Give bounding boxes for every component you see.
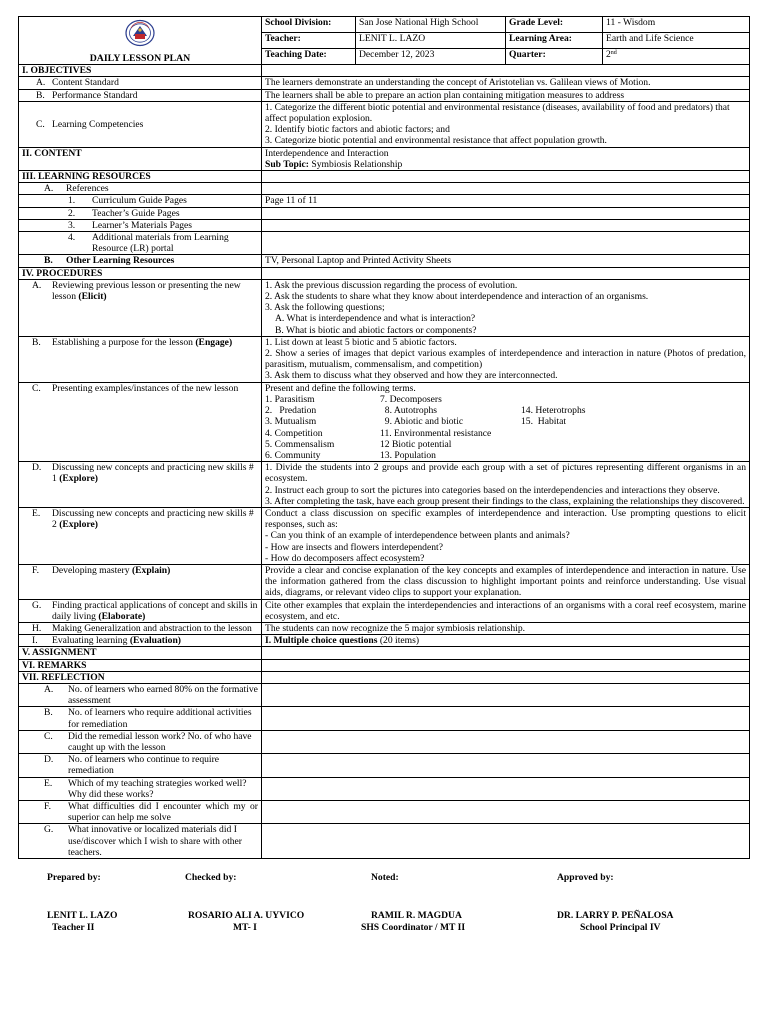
performance-standard-key: B. bbox=[36, 89, 45, 101]
procedures-heading-blank bbox=[262, 267, 750, 279]
objectives-heading-blank bbox=[262, 65, 750, 77]
procedure-line: Provide a clear and concise explanation of the key concepts and examples of interdependence and interaction in nature. Use the information gathered from the class discussion to highlight important points and reinforce understanding. Use visual aids, diagrams, or relevant video clips to support your explanation. bbox=[265, 564, 746, 599]
procedure-line: Conduct a class discussion on specific examples of interdependence and interaction. Use prompting questions to elicit responses, such as: bbox=[265, 507, 746, 531]
competencies-label bbox=[19, 101, 262, 147]
signatory-label: Prepared by: bbox=[47, 872, 101, 883]
procedure-d-value bbox=[262, 462, 750, 508]
reflection-text: No. of learners who earned 80% on the formative assessment bbox=[68, 683, 258, 707]
procedures-heading: IV. PROCEDURES bbox=[19, 267, 262, 279]
procedure-line: - Can you think of an example of interdependence between plants and animals? bbox=[265, 530, 570, 542]
term-item: 9. Abiotic and biotic bbox=[380, 416, 464, 428]
reflection-text: No. of learners who require additional activities for remediation bbox=[68, 707, 252, 730]
term-item: 12 Biotic potential bbox=[380, 438, 452, 450]
performance-standard-value: The learners shall be able to prepare an action plan containing mitigation measures to address bbox=[262, 89, 750, 101]
signatory-label: Checked by: bbox=[185, 872, 237, 883]
resource-item-value bbox=[262, 207, 750, 219]
term-item: 3. Mutualism bbox=[265, 416, 317, 428]
competency-line: 3. Categorize biotic potential and environmental resistance that affect population growth. bbox=[265, 135, 607, 147]
resource-item-text: Additional materials from Learning Resource (LR) portal bbox=[92, 232, 229, 255]
procedure-line: The students can now recognize the 5 major symbiosis relationship. bbox=[265, 622, 526, 634]
procedure-line: 1. Ask the previous discussion regarding the process of evolution. bbox=[265, 279, 518, 291]
procedure-key: E. bbox=[32, 507, 41, 519]
procedure-text: Presenting examples/instances of the new lesson bbox=[52, 382, 239, 394]
objectives-heading: I. OBJECTIVES bbox=[19, 65, 262, 77]
term-item: 14. Heterotrophs bbox=[521, 405, 586, 417]
reflection-value bbox=[262, 707, 750, 730]
resource-item-text: Teacher’s Guide Pages bbox=[92, 207, 180, 219]
reflection-value bbox=[262, 754, 750, 777]
content-heading: II. CONTENT bbox=[19, 147, 262, 170]
signatory-position: School Principal IV bbox=[580, 922, 661, 933]
remarks-value bbox=[262, 659, 750, 671]
procedure-tag: (Explore) bbox=[59, 519, 98, 531]
competencies-text: Learning Competencies bbox=[52, 118, 144, 130]
procedure-key: G. bbox=[32, 599, 42, 611]
lesson-plan-page bbox=[18, 16, 749, 859]
content-standard-key: A. bbox=[36, 77, 46, 89]
teacher-value: LENIT L. LAZO bbox=[356, 33, 506, 49]
teacher-label: Teacher: bbox=[262, 33, 356, 49]
procedure-f-label bbox=[19, 564, 262, 599]
reflection-item bbox=[19, 801, 262, 824]
reflection-text: No. of learners who continue to require remediation bbox=[68, 754, 220, 777]
terms-intro: Present and define the following terms. bbox=[265, 382, 416, 394]
procedure-tag: (Evaluation) bbox=[129, 635, 181, 647]
reflection-key: B. bbox=[44, 707, 53, 719]
signatory-position: SHS Coordinator / MT II bbox=[361, 922, 466, 933]
reflection-key: A. bbox=[44, 683, 54, 695]
quarter-label: Quarter: bbox=[506, 49, 603, 65]
procedure-line: 1. List down at least 5 biotic and 5 abiotic factors. bbox=[265, 336, 457, 348]
procedure-text: Discussing new concepts and practicing new skills # 1 bbox=[52, 462, 254, 485]
procedure-text: Reviewing previous lesson or presenting the new lesson bbox=[52, 279, 241, 303]
reflection-key: F. bbox=[44, 801, 51, 812]
procedure-a-value bbox=[262, 279, 750, 336]
procedure-text: Developing mastery bbox=[52, 564, 130, 576]
signatory-name: ROSARIO ALI A. UYVICO bbox=[188, 910, 305, 921]
procedure-line: 2. Instruct each group to sort the pictures into categories based on the interdependencies and interactions they observe. bbox=[265, 484, 720, 496]
procedure-e-value bbox=[262, 507, 750, 564]
term-item: 4. Competition bbox=[265, 427, 323, 439]
reflection-text: Did the remedial lesson work? No. of who have caught up with the lesson bbox=[68, 730, 252, 753]
signatory-position: Teacher II bbox=[52, 922, 95, 933]
reflection-value bbox=[262, 801, 750, 824]
reflection-text: Which of my teaching strategies worked well? Why did these works? bbox=[68, 777, 247, 800]
signatory-label: Noted: bbox=[371, 872, 399, 883]
grade-level-label: Grade Level: bbox=[506, 17, 603, 33]
procedure-line: 3. Ask them to discuss what they observed and how they are interconnected. bbox=[265, 370, 558, 382]
procedure-tag: (Explain) bbox=[131, 564, 171, 576]
procedure-key: I. bbox=[32, 635, 38, 647]
resource-item-key: 3. bbox=[68, 219, 76, 231]
terms-grid bbox=[265, 394, 746, 461]
term-item: 8. Autotrophs bbox=[380, 405, 438, 417]
resource-item-label bbox=[19, 207, 262, 219]
procedure-line: B. What is biotic and abiotic factors or components? bbox=[275, 324, 477, 336]
term-item: 6. Community bbox=[265, 449, 321, 461]
procedure-h-label bbox=[19, 622, 262, 634]
procedure-tag: (Engage) bbox=[195, 336, 233, 348]
reflection-key: C. bbox=[44, 730, 53, 742]
signatory-name: DR. LARRY P. PEÑALOSA bbox=[557, 910, 674, 921]
other-resources-text: Other Learning Resources bbox=[66, 255, 175, 267]
reflection-item bbox=[19, 683, 262, 706]
term-item: 2. Predation bbox=[265, 405, 317, 417]
content-value bbox=[262, 147, 750, 170]
procedure-g-label bbox=[19, 599, 262, 622]
reflection-item bbox=[19, 754, 262, 777]
resource-item-value: Page 11 of 11 bbox=[262, 195, 750, 207]
reflection-item bbox=[19, 730, 262, 753]
performance-standard-text: Performance Standard bbox=[52, 89, 138, 101]
references-text: References bbox=[66, 183, 109, 195]
reflection-key: D. bbox=[44, 754, 54, 766]
term-item: 15. Habitat bbox=[521, 416, 567, 428]
procedure-key: C. bbox=[32, 382, 41, 394]
reflection-value bbox=[262, 683, 750, 706]
resource-item-text: Curriculum Guide Pages bbox=[92, 195, 187, 207]
remarks-heading: VI. REMARKS bbox=[19, 659, 262, 671]
quarter-suffix: nd bbox=[610, 50, 617, 57]
subtopic-label: Sub Topic: bbox=[265, 158, 310, 170]
procedure-i-label bbox=[19, 635, 262, 647]
procedure-d-label bbox=[19, 462, 262, 508]
signatory-name: LENIT L. LAZO bbox=[47, 910, 118, 921]
procedure-c-value bbox=[262, 382, 750, 461]
subtopic-value: Symbiosis Relationship bbox=[311, 158, 403, 170]
resource-item-key: 4. bbox=[68, 232, 76, 244]
competency-line: 2. Identify biotic factors and abiotic factors; and bbox=[265, 124, 450, 136]
grade-level-value: 11 - Wisdom bbox=[603, 17, 750, 33]
term-item bbox=[521, 394, 641, 405]
reflection-item bbox=[19, 824, 262, 859]
performance-standard-label bbox=[19, 89, 262, 101]
procedure-i-value bbox=[262, 635, 750, 647]
reflection-value bbox=[262, 824, 750, 859]
references-label bbox=[19, 183, 262, 195]
procedure-line: 2. Show a series of images that depict various examples of interdependence and interaction in nature (Photos of predation, parasitism, mutualism, commensalism, and competition) bbox=[265, 348, 746, 371]
competency-line: 1. Categorize the different biotic potential and environmental resistance (diseases, availability of food and predators) that affect population explosion. bbox=[265, 101, 730, 125]
reflection-text: What innovative or localized materials did I use/discover which I wish to share with other teachers. bbox=[68, 824, 242, 858]
teaching-date-value: December 12, 2023 bbox=[356, 49, 506, 65]
learning-area-value: Earth and Life Science bbox=[603, 33, 750, 49]
procedure-b-value bbox=[262, 336, 750, 382]
procedure-key: F. bbox=[32, 564, 39, 576]
header-logo-cell bbox=[19, 17, 262, 65]
term-item: 1. Parasitism bbox=[265, 393, 315, 405]
procedure-line: 3. Ask the following questions; bbox=[265, 302, 385, 314]
references-value bbox=[262, 183, 750, 195]
resource-item-label bbox=[19, 219, 262, 231]
references-key: A. bbox=[44, 183, 54, 195]
school-division-value: San Jose National High School bbox=[356, 17, 506, 33]
term-item: 7. Decomposers bbox=[380, 393, 442, 405]
reflection-text: What difficulties did I encounter which my or superior can help me solve bbox=[68, 801, 258, 824]
resources-heading: III. LEARNING RESOURCES bbox=[19, 171, 262, 183]
procedure-text: Evaluating learning bbox=[52, 635, 128, 647]
term-item: 11. Environmental resistance bbox=[380, 427, 492, 439]
content-subtopic bbox=[265, 159, 746, 170]
signatory-position: MT- I bbox=[233, 922, 257, 933]
reflection-heading-blank bbox=[262, 671, 750, 683]
procedure-line: 1. Divide the students into 2 groups and provide each group with a set of pictures representing different organisms in an ecosystem. bbox=[265, 462, 746, 485]
resource-item-value bbox=[262, 232, 750, 255]
reflection-value bbox=[262, 777, 750, 800]
evaluation-title: I. Multiple choice questions bbox=[265, 635, 378, 647]
procedure-line: 3. After completing the task, have each group present their findings to the class, explaining the relationships they discovered. bbox=[265, 495, 745, 507]
reflection-item bbox=[19, 777, 262, 800]
resource-item-value bbox=[262, 219, 750, 231]
procedure-line: - How do decomposers affect ecosystem? bbox=[265, 552, 425, 564]
procedure-line: - How are insects and flowers interdependent? bbox=[265, 541, 443, 553]
competencies-key: C. bbox=[36, 118, 45, 130]
evaluation-count: (20 items) bbox=[377, 635, 420, 647]
procedure-tag: (Elaborate) bbox=[98, 610, 146, 622]
content-standard-value: The learners demonstrate an understanding the concept of Aristotelian vs. Galilean views of Motion. bbox=[262, 77, 750, 89]
procedure-b-label bbox=[19, 336, 262, 382]
other-resources-label bbox=[19, 255, 262, 267]
reflection-heading: VII. REFLECTION bbox=[19, 671, 262, 683]
page-title: DAILY LESSON PLAN bbox=[89, 53, 191, 64]
procedure-key: A. bbox=[32, 279, 42, 291]
content-standard-text: Content Standard bbox=[52, 77, 119, 89]
content-topic: Interdependence and Interaction bbox=[265, 147, 389, 159]
signatory-label: Approved by: bbox=[557, 872, 614, 883]
procedure-line: Cite other examples that explain the interdependencies and interactions of an organisms with a coral reef ecosystem, marine ecosystem, and etc. bbox=[265, 599, 746, 622]
deped-seal-icon bbox=[118, 19, 162, 47]
procedure-text: Finding practical applications of concept and skills in daily living bbox=[52, 599, 258, 622]
quarter-value bbox=[603, 49, 750, 65]
teaching-date-label: Teaching Date: bbox=[262, 49, 356, 65]
competencies-value bbox=[262, 101, 750, 147]
signatory-name: RAMIL R. MAGDUA bbox=[371, 910, 462, 921]
procedure-line: A. What is interdependence and what is interaction? bbox=[275, 313, 476, 325]
reflection-value bbox=[262, 730, 750, 753]
assignment-value bbox=[262, 647, 750, 659]
procedure-f-value bbox=[262, 564, 750, 599]
procedure-key: H. bbox=[32, 622, 42, 634]
resource-item-key: 1. bbox=[68, 195, 76, 207]
procedure-h-value bbox=[262, 622, 750, 634]
school-division-label: School Division: bbox=[262, 17, 356, 33]
resources-heading-blank bbox=[262, 171, 750, 183]
procedure-tag: (Explore) bbox=[59, 473, 98, 485]
reflection-key: G. bbox=[44, 824, 54, 836]
resource-item-label bbox=[19, 232, 262, 255]
reflection-key: E. bbox=[44, 777, 53, 789]
term-item: 5. Commensalism bbox=[265, 438, 335, 450]
procedure-e-label bbox=[19, 507, 262, 564]
other-resources-key: B. bbox=[44, 255, 53, 267]
procedure-line: 2. Ask the students to share what they know about interdependence and interaction of an organisms. bbox=[265, 291, 649, 303]
content-standard-label bbox=[19, 77, 262, 89]
procedure-text: Making Generalization and abstraction to the lesson bbox=[52, 622, 252, 634]
procedure-tag: (Elicit) bbox=[78, 291, 107, 303]
procedure-g-value bbox=[262, 599, 750, 622]
procedure-a-label bbox=[19, 279, 262, 336]
resource-item-key: 2. bbox=[68, 207, 76, 219]
resource-item-text: Learner’s Materials Pages bbox=[92, 219, 192, 231]
assignment-heading: V. ASSIGNMENT bbox=[19, 647, 262, 659]
other-resources-value: TV, Personal Laptop and Printed Activity Sheets bbox=[262, 255, 750, 267]
procedure-c-label bbox=[19, 382, 262, 461]
procedure-text: Establishing a purpose for the lesson bbox=[52, 336, 193, 348]
learning-area-label: Learning Area: bbox=[506, 33, 603, 49]
reflection-item bbox=[19, 707, 262, 730]
procedure-key: D. bbox=[32, 462, 42, 474]
lesson-plan-table bbox=[18, 16, 750, 859]
quarter-number: 2 bbox=[606, 49, 611, 61]
term-item: 13. Population bbox=[380, 449, 436, 461]
procedure-text: Discussing new concepts and practicing new skills # 2 bbox=[52, 507, 254, 531]
procedure-key: B. bbox=[32, 336, 41, 348]
resource-item-label bbox=[19, 195, 262, 207]
